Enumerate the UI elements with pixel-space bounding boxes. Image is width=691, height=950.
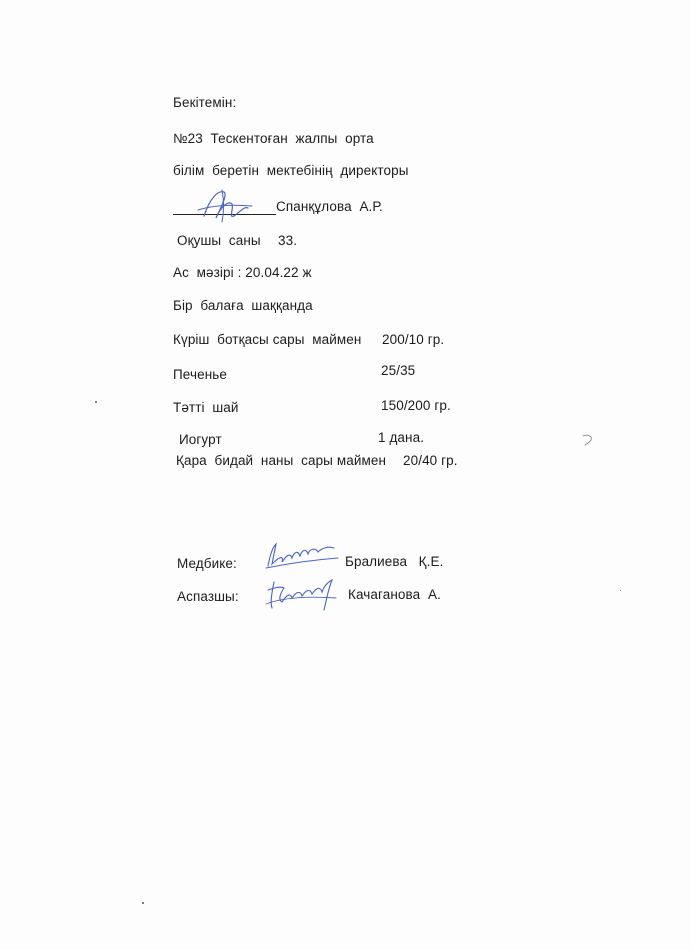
scan-mark [579,430,599,450]
approve-label: Бекітемін: [173,95,237,110]
menu-item-amount: 20/40 гр. [403,453,458,468]
nurse-name: Бралиева Қ.Е. [345,554,444,569]
scan-speck [620,590,621,591]
scan-speck [95,401,97,403]
nurse-label: Медбике: [177,556,237,571]
menu-item-name: Қара бидай наны сары маймен [176,453,387,468]
students-label: Оқушы саны [177,233,261,248]
students-count: 33. [278,233,298,248]
menu-date: Ас мәзірі : 20.04.22 ж [173,265,312,280]
school-line-1: №23 Тескентоған жалпы орта [173,131,374,146]
menu-item-name: Күріш ботқасы сары маймен [173,332,362,347]
menu-item-amount: 25/35 [381,363,416,378]
menu-item-name: Иогурт [179,432,222,447]
menu-item-amount: 1 дана. [378,430,425,445]
director-signature [190,186,260,226]
school-line-2: білім беретін мектебінің директоры [173,163,409,178]
per-child-label: Бір балаға шаққанда [173,298,313,313]
menu-item-name: Печенье [173,367,228,382]
scan-speck [142,902,144,904]
cook-name: Качаганова А. [348,587,441,602]
cook-label: Аспазшы: [177,589,239,604]
nurse-signature [262,538,342,572]
director-signature-line [173,214,276,215]
menu-item-amount: 150/200 гр. [381,398,451,413]
cook-signature [262,574,342,614]
menu-item-name: Тәтті шай [173,400,239,415]
director-name: Спанқұлова А.Р. [276,199,383,214]
menu-item-amount: 200/10 гр. [382,332,445,347]
